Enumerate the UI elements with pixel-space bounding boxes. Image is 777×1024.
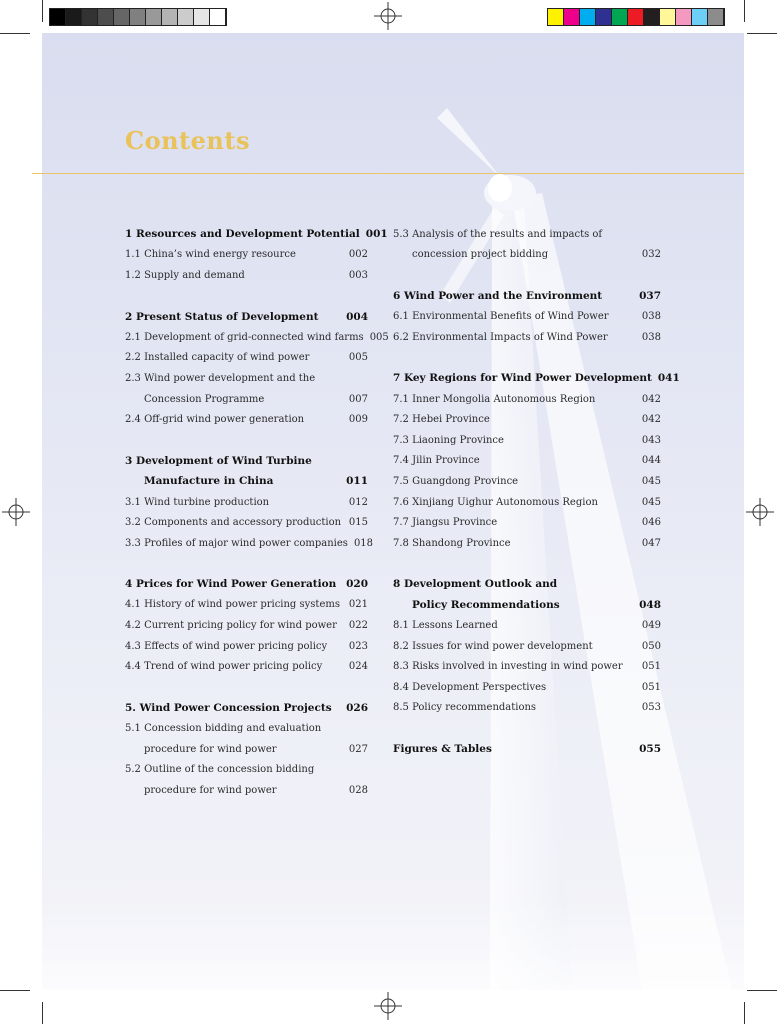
toc-entry[interactable] bbox=[125, 409, 368, 430]
toc-entry-title: 4.3 Effects of wind power pricing policy bbox=[125, 640, 328, 652]
toc-spacer bbox=[393, 718, 661, 739]
toc-page-number: 051 bbox=[641, 661, 661, 673]
toc-entry-title: Manufacture in China bbox=[144, 475, 274, 488]
toc-spacer bbox=[393, 554, 661, 575]
toc-page-number: 023 bbox=[348, 640, 368, 652]
toc-page-number: 045 bbox=[641, 475, 661, 487]
toc-entry-title: 7.4 Jilin Province bbox=[393, 455, 480, 467]
toc-entry-title: 4 Prices for Wind Power Generation bbox=[125, 578, 337, 591]
toc-page-number: 028 bbox=[348, 784, 368, 796]
toc-entry-title: 5.3 Analysis of the results and impacts of bbox=[393, 228, 603, 240]
toc-entry[interactable] bbox=[125, 224, 388, 245]
toc-page-number: 047 bbox=[641, 537, 661, 549]
toc-entry[interactable] bbox=[125, 492, 368, 513]
toc-entry[interactable] bbox=[393, 245, 661, 266]
toc-entry[interactable] bbox=[393, 286, 661, 307]
toc-entry[interactable] bbox=[393, 533, 661, 554]
toc-entry[interactable] bbox=[125, 780, 368, 801]
toc-entry[interactable] bbox=[125, 451, 368, 472]
toc-page-number: 020 bbox=[346, 578, 368, 591]
toc-page-number: 046 bbox=[641, 517, 661, 529]
toc-entry-title: Figures & Tables bbox=[393, 743, 492, 756]
toc-entry-title: 3 Development of Wind Turbine bbox=[125, 454, 312, 467]
toc-page-number: 026 bbox=[346, 701, 368, 714]
toc-entry-title: 6 Wind Power and the Environment bbox=[393, 290, 603, 303]
toc-page-number: 038 bbox=[641, 311, 661, 323]
toc-entry[interactable] bbox=[393, 739, 661, 760]
toc-entry-title: 3.2 Components and accessory production bbox=[125, 517, 342, 529]
toc-entry-title: 7.6 Xinjiang Uighur Autonomous Region bbox=[393, 496, 598, 508]
toc-entry[interactable] bbox=[125, 471, 368, 492]
toc-entry[interactable] bbox=[393, 409, 661, 430]
page-title: Contents bbox=[125, 126, 250, 155]
toc-left-column bbox=[125, 224, 389, 801]
toc-spacer bbox=[125, 677, 368, 698]
toc-entry-title: 8.2 Issues for wind power development bbox=[393, 640, 593, 652]
toc-spacer bbox=[125, 286, 368, 307]
toc-page-number: 044 bbox=[641, 455, 661, 467]
toc-entry[interactable] bbox=[393, 656, 661, 677]
toc-page-number: 009 bbox=[348, 414, 368, 426]
toc-entry-title: 7 Key Regions for Wind Power Development bbox=[393, 372, 652, 385]
toc-entry-title: 5.1 Concession bidding and evaluation bbox=[125, 723, 322, 735]
toc-page-number: 003 bbox=[348, 269, 368, 281]
toc-entry-title: 8.4 Development Perspectives bbox=[393, 681, 547, 693]
toc-page-number: 022 bbox=[348, 620, 368, 632]
toc-entry[interactable] bbox=[125, 512, 368, 533]
toc-entry-title: 3.3 Profiles of major wind power companies bbox=[125, 537, 348, 549]
toc-entry-title: 2.4 Off-grid wind power generation bbox=[125, 414, 305, 426]
toc-entry[interactable] bbox=[393, 224, 661, 245]
toc-page-number: 042 bbox=[641, 414, 661, 426]
toc-entry[interactable] bbox=[125, 574, 368, 595]
toc-entry-title: 8 Development Outlook and bbox=[393, 578, 558, 591]
toc-entry-title: 4.1 History of wind power pricing systems bbox=[125, 599, 340, 611]
toc-entry[interactable] bbox=[393, 492, 661, 513]
toc-spacer bbox=[125, 554, 368, 575]
toc-entry-title: procedure for wind power bbox=[144, 784, 277, 796]
toc-page-number: 050 bbox=[641, 640, 661, 652]
toc-page-number: 055 bbox=[639, 743, 661, 756]
toc-page-number: 005 bbox=[369, 331, 389, 343]
toc-entry[interactable] bbox=[125, 368, 368, 389]
toc-entry[interactable] bbox=[125, 348, 368, 369]
toc-entry-title: 7.2 Hebei Province bbox=[393, 414, 490, 426]
toc-entry-title: 2.1 Development of grid-connected wind farms bbox=[125, 331, 364, 343]
toc-entry-title: procedure for wind power bbox=[144, 743, 277, 755]
toc-spacer bbox=[393, 348, 661, 369]
toc-entry-title: 2.2 Installed capacity of wind power bbox=[125, 352, 310, 364]
toc-entry-title: 4.2 Current pricing policy for wind power bbox=[125, 620, 337, 632]
toc-entry[interactable] bbox=[125, 327, 389, 348]
toc-entry[interactable] bbox=[393, 451, 661, 472]
toc-entry-title: 8.5 Policy recommendations bbox=[393, 702, 537, 714]
toc-page-number: 012 bbox=[348, 496, 368, 508]
toc-entry[interactable] bbox=[393, 677, 661, 698]
toc-entry[interactable] bbox=[393, 512, 661, 533]
toc-entry-title: 2.3 Wind power development and the bbox=[125, 372, 316, 384]
toc-entry[interactable] bbox=[125, 636, 368, 657]
toc-entry[interactable] bbox=[125, 656, 368, 677]
toc-page-number: 045 bbox=[641, 496, 661, 508]
toc-entry[interactable] bbox=[393, 595, 661, 616]
toc-page-number: 002 bbox=[348, 249, 368, 261]
toc-entry[interactable] bbox=[125, 245, 368, 266]
toc-entry[interactable] bbox=[125, 698, 368, 719]
toc-spacer bbox=[393, 265, 661, 286]
toc-page-number: 042 bbox=[641, 393, 661, 405]
toc-entry-title: 7.3 Liaoning Province bbox=[393, 434, 504, 446]
toc-page-number: 007 bbox=[348, 393, 368, 405]
toc-entry-title: Concession Programme bbox=[144, 393, 265, 405]
toc-entry[interactable] bbox=[393, 327, 661, 348]
toc-entry-title: 1 Resources and Development Potential bbox=[125, 228, 360, 241]
toc-entry[interactable] bbox=[125, 739, 368, 760]
toc-page-number: 015 bbox=[348, 517, 368, 529]
toc-page-number: 001 bbox=[365, 228, 388, 241]
toc-entry[interactable] bbox=[125, 718, 368, 739]
toc-entry[interactable] bbox=[393, 615, 661, 636]
toc-entry[interactable] bbox=[125, 595, 368, 616]
toc-entry-title: 3.1 Wind turbine production bbox=[125, 496, 270, 508]
title-rule bbox=[32, 173, 744, 174]
toc-entry-title: 6.1 Environmental Benefits of Wind Power bbox=[393, 311, 609, 323]
toc-page-number: 038 bbox=[641, 331, 661, 343]
toc-entry-title: 6.2 Environmental Impacts of Wind Power bbox=[393, 331, 608, 343]
toc-page-number: 049 bbox=[641, 620, 661, 632]
toc-entry-title: 7.7 Jiangsu Province bbox=[393, 517, 498, 529]
toc-spacer bbox=[125, 430, 368, 451]
toc-page-number: 041 bbox=[657, 372, 680, 385]
toc-entry[interactable] bbox=[393, 306, 661, 327]
toc-entry-title: 1.2 Supply and demand bbox=[125, 269, 245, 281]
toc-page-number: 032 bbox=[641, 249, 661, 261]
toc-entry[interactable] bbox=[393, 368, 680, 389]
toc-entry-title: 4.4 Trend of wind power pricing policy bbox=[125, 661, 323, 673]
toc-page-number: 021 bbox=[348, 599, 368, 611]
toc-entry-title: 7.5 Guangdong Province bbox=[393, 475, 519, 487]
toc-page-number: 027 bbox=[348, 743, 368, 755]
toc-entry-title: 7.8 Shandong Province bbox=[393, 537, 511, 549]
toc-entry[interactable] bbox=[125, 615, 368, 636]
toc-entry-title: 5. Wind Power Concession Projects bbox=[125, 701, 332, 714]
toc-entry[interactable] bbox=[125, 306, 368, 327]
toc-entry[interactable] bbox=[393, 389, 661, 410]
toc-entry-title: 8.1 Lessons Learned bbox=[393, 620, 498, 632]
toc-page-number: 005 bbox=[348, 352, 368, 364]
toc-entry[interactable] bbox=[393, 698, 661, 719]
toc-entry-title: 8.3 Risks involved in investing in wind power bbox=[393, 661, 623, 673]
toc-page-number: 018 bbox=[353, 537, 374, 549]
toc-entry[interactable] bbox=[393, 636, 661, 657]
toc-entry[interactable] bbox=[125, 265, 368, 286]
toc-page-number: 037 bbox=[639, 290, 661, 303]
toc-page-number: 011 bbox=[346, 475, 368, 488]
toc-entry-title: 1.1 China’s wind energy resource bbox=[125, 249, 296, 261]
toc-entry-title: Policy Recommendations bbox=[412, 598, 560, 611]
toc-entry[interactable] bbox=[125, 759, 368, 780]
toc-entry[interactable] bbox=[125, 533, 374, 554]
toc-page-number: 053 bbox=[641, 702, 661, 714]
toc-entry[interactable] bbox=[393, 574, 661, 595]
toc-page-number: 051 bbox=[641, 681, 661, 693]
toc-entry-title: 7.1 Inner Mongolia Autonomous Region bbox=[393, 393, 596, 405]
toc-entry-title: concession project bidding bbox=[412, 249, 549, 261]
toc-entry[interactable] bbox=[393, 430, 661, 451]
toc-page-number: 043 bbox=[641, 434, 661, 446]
toc-entry-title: 5.2 Outline of the concession bidding bbox=[125, 764, 315, 776]
toc-entry[interactable] bbox=[125, 389, 368, 410]
toc-page-number: 024 bbox=[348, 661, 368, 673]
toc-entry-title: 2 Present Status of Development bbox=[125, 310, 319, 323]
toc-entry[interactable] bbox=[393, 471, 661, 492]
toc-right-column bbox=[393, 224, 680, 759]
toc-page-number: 048 bbox=[639, 598, 661, 611]
toc-page-number: 004 bbox=[346, 310, 368, 323]
